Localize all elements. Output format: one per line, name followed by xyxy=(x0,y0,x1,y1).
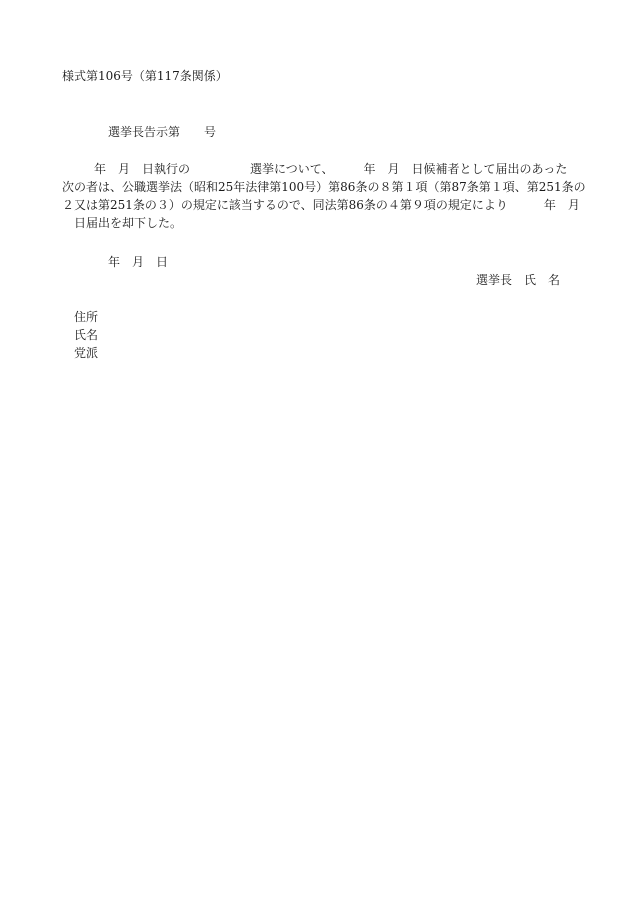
body-line: ２又は第251条の３）の規定に該当するので、同法第86条の４第９項の規定により 年 月 xyxy=(62,198,580,212)
form-number: 様式第106号（第117条関係） xyxy=(62,69,228,83)
notice-number: 選挙長告示第 号 xyxy=(108,125,217,139)
body-line: 年 月 日執行の 選挙について、 年 月 日候補者として届出のあった xyxy=(94,162,568,176)
field-address: 住所 xyxy=(74,310,99,324)
body-line: 次の者は、公職選挙法（昭和25年法律第100号）第86条の８第１項（第87条第１項、第251条の xyxy=(62,180,586,194)
field-name: 氏名 xyxy=(74,328,99,342)
election-official-signature: 選挙長 氏 名 xyxy=(475,273,560,287)
body-line: 日届出を却下した。 xyxy=(74,216,183,230)
field-party: 党派 xyxy=(74,346,99,360)
date-line: 年 月 日 xyxy=(108,255,169,269)
